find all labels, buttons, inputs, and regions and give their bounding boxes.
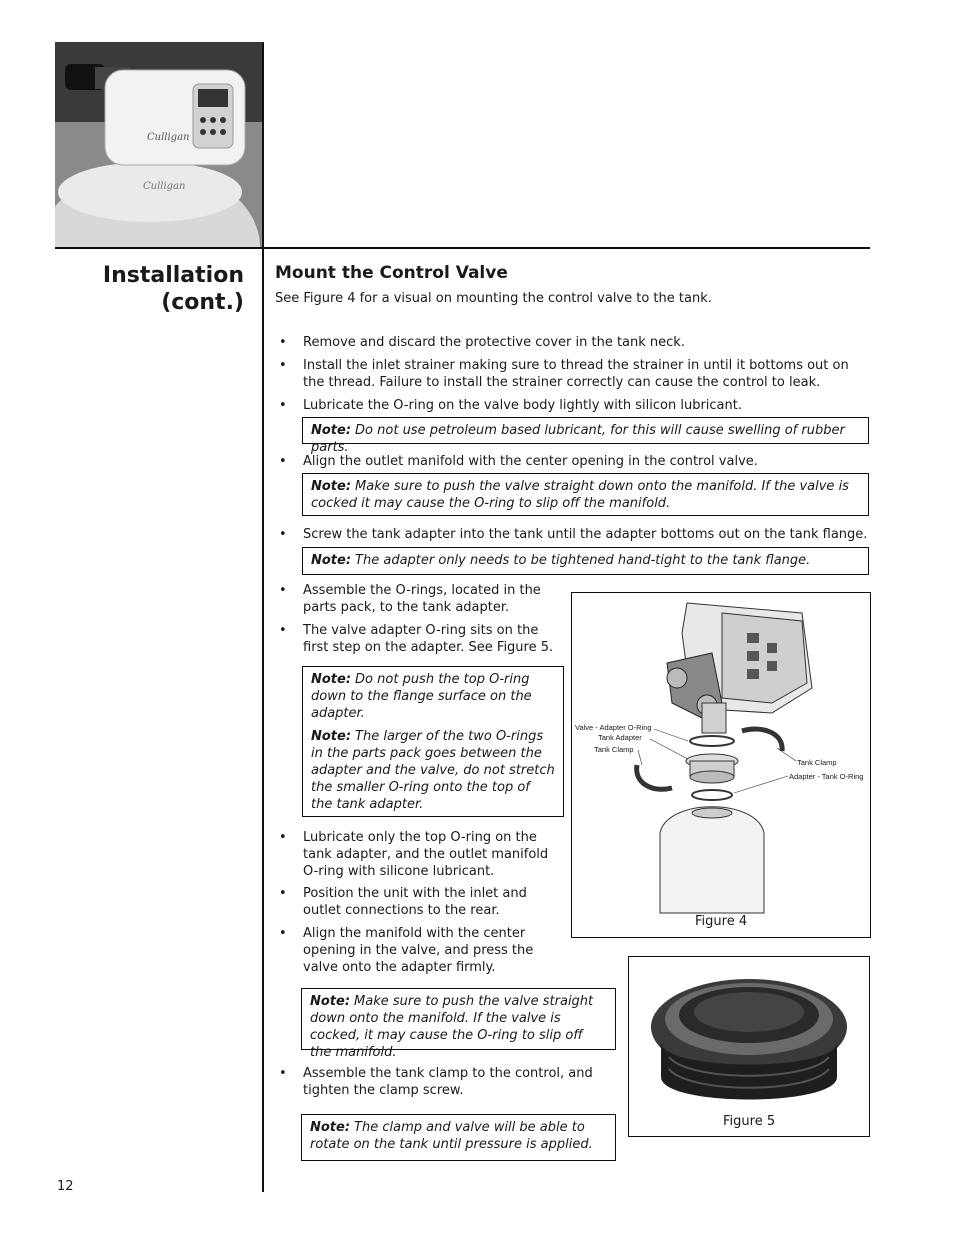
list-item: • Align the manifold with the center opening in the valve, and press the valve onto the adapter firmly. xyxy=(279,926,534,975)
callout-valve-adapter-oring: Valve - Adapter O-Ring xyxy=(575,723,652,732)
figure-4 xyxy=(571,592,871,938)
list-item: • Lubricate the O-ring on the valve body lightly with silicon lubricant. xyxy=(279,398,742,413)
callout-adapter-tank-oring: Adapter - Tank O-Ring xyxy=(789,772,864,781)
callout-tank-adapter: Tank Adapter xyxy=(598,733,642,742)
note-box: Note: Do not push the top O-ring down to the flange surface on the adapter. Note: The larger of the two O-rings in the parts pack goes between the adapter and the valve, do not stretch the smaller O-ring onto the top of the tank adapter. xyxy=(302,666,564,817)
list-item: • Screw the tank adapter into the tank until the adapter bottoms out on the tank flange. xyxy=(279,527,868,542)
note-box: Note: The adapter only needs to be tightened hand-tight to the tank flange. xyxy=(302,547,869,575)
note-box: Note: The clamp and valve will be able to rotate on the tank until pressure is applied. xyxy=(301,1114,616,1161)
list-item: • Remove and discard the protective cover in the tank neck. xyxy=(279,335,685,350)
brand-logo-top: Culligan xyxy=(147,132,190,143)
page-number: 12 xyxy=(57,1179,74,1194)
figure-5-caption: Figure 5 xyxy=(723,1114,776,1129)
list-item: • Assemble the tank clamp to the control, and tighten the clamp screw. xyxy=(279,1066,593,1098)
note-box: Note: Do not use petroleum based lubricant, for this will cause swelling of rubber parts. xyxy=(302,417,869,444)
note-box: Note: Make sure to push the valve straight down onto the manifold. If the valve is cocked, it may cause the O-ring to slip off the manifold. xyxy=(301,988,616,1050)
figure-5 xyxy=(628,956,870,1137)
tank-adapter-photo xyxy=(629,957,869,1136)
list-item: • The valve adapter O-ring sits on the first step on the adapter. See Figure 5. xyxy=(279,623,554,655)
callout-tank-clamp-right: Tank Clamp xyxy=(797,758,837,767)
section-title: Installation (cont.) xyxy=(102,263,244,315)
note-box: Note: Make sure to push the valve straight down onto the manifold. If the valve is cocked it may cause the O-ring to slip off the manifold. xyxy=(302,473,869,516)
list-item: • Lubricate only the top O-ring on the tank adapter, and the outlet manifold O-ring with silicone lubricant. xyxy=(279,830,549,879)
horizontal-rule xyxy=(55,247,870,249)
list-item: • Position the unit with the inlet and outlet connections to the rear. xyxy=(279,886,527,918)
brand-logo-tank: Culligan xyxy=(143,181,186,192)
list-item: • Assemble the O-rings, located in the parts pack, to the tank adapter. xyxy=(279,583,541,615)
list-item: • Install the inlet strainer making sure to thread the strainer in until it bottoms out on the thread. Failure to install the strainer correctly can cause the control to leak. xyxy=(279,358,849,390)
product-photo xyxy=(55,42,263,248)
figure-4-caption: Figure 4 xyxy=(695,914,748,929)
vertical-rule xyxy=(262,42,264,1192)
subheading: Mount the Control Valve xyxy=(275,263,508,283)
intro-text: See Figure 4 for a visual on mounting the control valve to the tank. xyxy=(275,291,712,306)
list-item: • Align the outlet manifold with the center opening in the control valve. xyxy=(279,454,758,469)
callout-tank-clamp-left: Tank Clamp xyxy=(594,745,634,754)
